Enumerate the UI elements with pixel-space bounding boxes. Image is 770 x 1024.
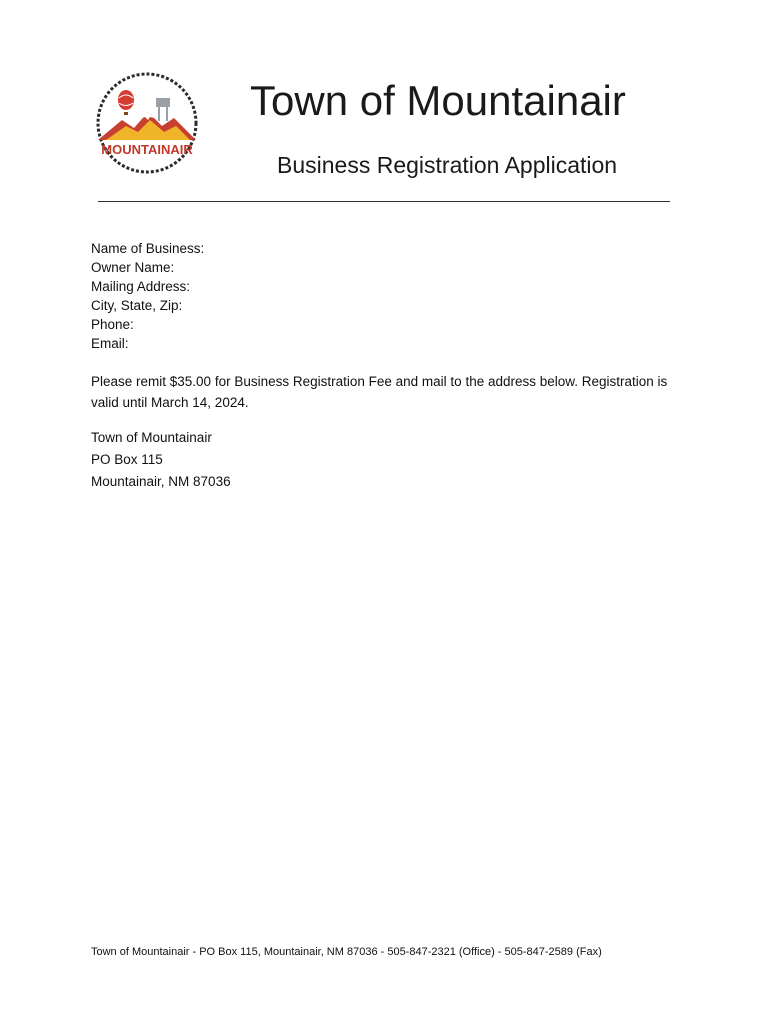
field-label-city-state-zip: City, State, Zip: bbox=[91, 298, 183, 313]
field-label-owner-name: Owner Name: bbox=[91, 260, 175, 275]
header-divider bbox=[98, 201, 670, 202]
field-label-mailing-address: Mailing Address: bbox=[91, 279, 191, 294]
field-label-business-name: Name of Business: bbox=[91, 241, 205, 256]
logo-wordmark: MOUNTAINAIR bbox=[101, 142, 193, 157]
address-line-3: Mountainair, NM 87036 bbox=[91, 474, 231, 489]
fee-notice: Please remit $35.00 for Business Registration Fee and mail to the address below. Registration is valid until March 14, 2024. bbox=[91, 374, 668, 410]
page-subtitle: Business Registration Application bbox=[277, 152, 618, 178]
address-line-1: Town of Mountainair bbox=[91, 430, 212, 445]
town-logo bbox=[88, 68, 206, 178]
page-footer: Town of Mountainair - PO Box 115, Mountainair, NM 87036 - 505-847-2321 (Office) - 505-847-2589 (Fax) bbox=[91, 946, 602, 958]
field-label-phone: Phone: bbox=[91, 317, 134, 332]
address-line-2: PO Box 115 bbox=[91, 452, 163, 467]
field-label-email: Email: bbox=[91, 336, 129, 351]
mailing-address-block bbox=[91, 427, 491, 493]
town-logo-graphic bbox=[88, 68, 206, 178]
page-title: Town of Mountainair bbox=[250, 77, 626, 124]
registration-fields bbox=[91, 239, 591, 353]
